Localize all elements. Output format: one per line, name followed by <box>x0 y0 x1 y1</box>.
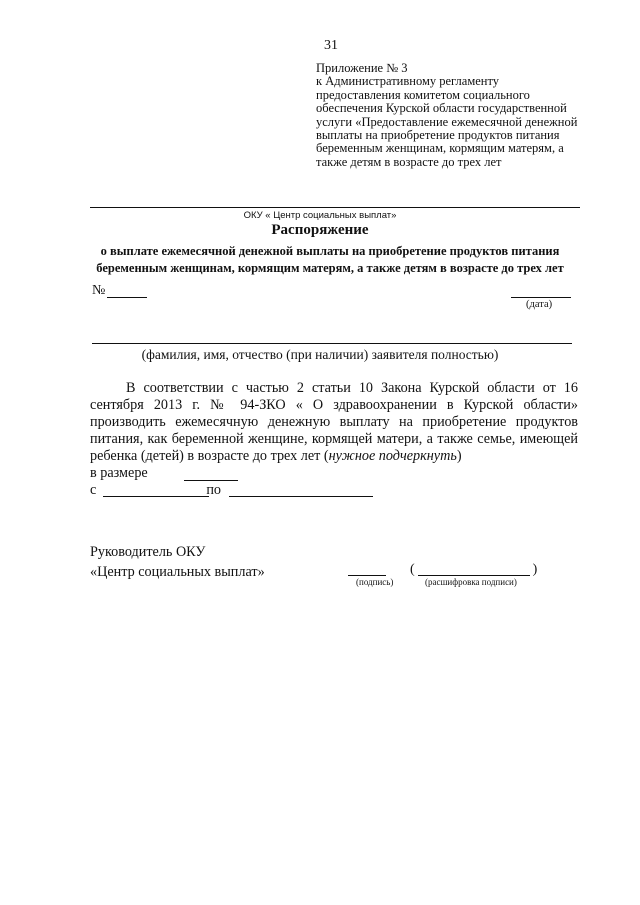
head-title-line: «Центр социальных выплат» <box>90 564 265 580</box>
date-field-line[interactable] <box>511 297 571 298</box>
amount-field-line[interactable] <box>184 480 238 481</box>
signature-caption: (подпись) <box>356 577 394 587</box>
appendix-line: также детям в возрасте до трех лет <box>316 154 502 169</box>
order-text: В соответствии с частью 2 статьи 10 Закона Курской области от 16 сентября 2013 г. № 94-ЗКО « О здравоохранении в Курской области» производить ежемесячную денежную выплату на приобретение продуктов питания, как беременной женщине, кормящей матери, а также семье, имеющей ребенка (детей) в возрасте до трех лет ( <box>90 380 578 464</box>
number-label: № <box>92 283 106 298</box>
appendix-line: к Административному регламенту <box>316 74 500 89</box>
signature-decode-caption: (расшифровка подписи) <box>425 577 517 587</box>
order-paragraph <box>90 380 578 465</box>
document-subtitle: о выплате ежемесячной денежной выплаты на приобретение продуктов питания беременным женщинам, кормящим матерям, а также детям в возрасте до трех лет <box>96 244 564 275</box>
head-title <box>90 542 265 582</box>
decode-close-paren: ) <box>532 562 538 577</box>
applicant-name-line[interactable] <box>92 343 572 344</box>
amount-label: в размере <box>90 465 148 481</box>
order-body <box>90 380 578 482</box>
organization-rule <box>90 207 580 208</box>
appendix-line: выплаты на приобретение продуктов питания <box>316 128 560 143</box>
date-caption: (дата) <box>526 299 553 310</box>
signature-line[interactable] <box>348 575 386 576</box>
page-number: 31 <box>324 38 338 53</box>
decode-open-paren: ( <box>410 562 415 577</box>
order-text-close: ) <box>456 448 462 464</box>
number-field-line[interactable] <box>107 297 147 298</box>
period-from-line[interactable] <box>103 496 209 497</box>
period-from-label: с <box>90 482 97 498</box>
applicant-name-caption: (фамилия, имя, отчество (при наличии) заявителя полностью) <box>141 347 499 362</box>
appendix-line: обеспечения Курской области государственной <box>316 101 567 116</box>
appendix-line: беременным женщинам, кормящим матерям, а <box>316 141 564 156</box>
period-to-label: по <box>206 482 221 498</box>
document-title: Распоряжение <box>271 222 369 238</box>
appendix-block <box>316 62 578 169</box>
signature-decode-line[interactable] <box>418 575 530 576</box>
appendix-line: услуги «Предоставление ежемесячной денежной <box>316 114 578 129</box>
appendix-line: Приложение № 3 <box>316 61 408 75</box>
appendix-line: предоставления комитетом социального <box>316 87 530 102</box>
organization-name: ОКУ « Центр социальных выплат» <box>243 210 397 221</box>
period-to-line[interactable] <box>229 496 373 497</box>
head-title-line: Руководитель ОКУ <box>90 544 206 560</box>
underline-note: нужное подчеркнуть <box>328 448 457 464</box>
